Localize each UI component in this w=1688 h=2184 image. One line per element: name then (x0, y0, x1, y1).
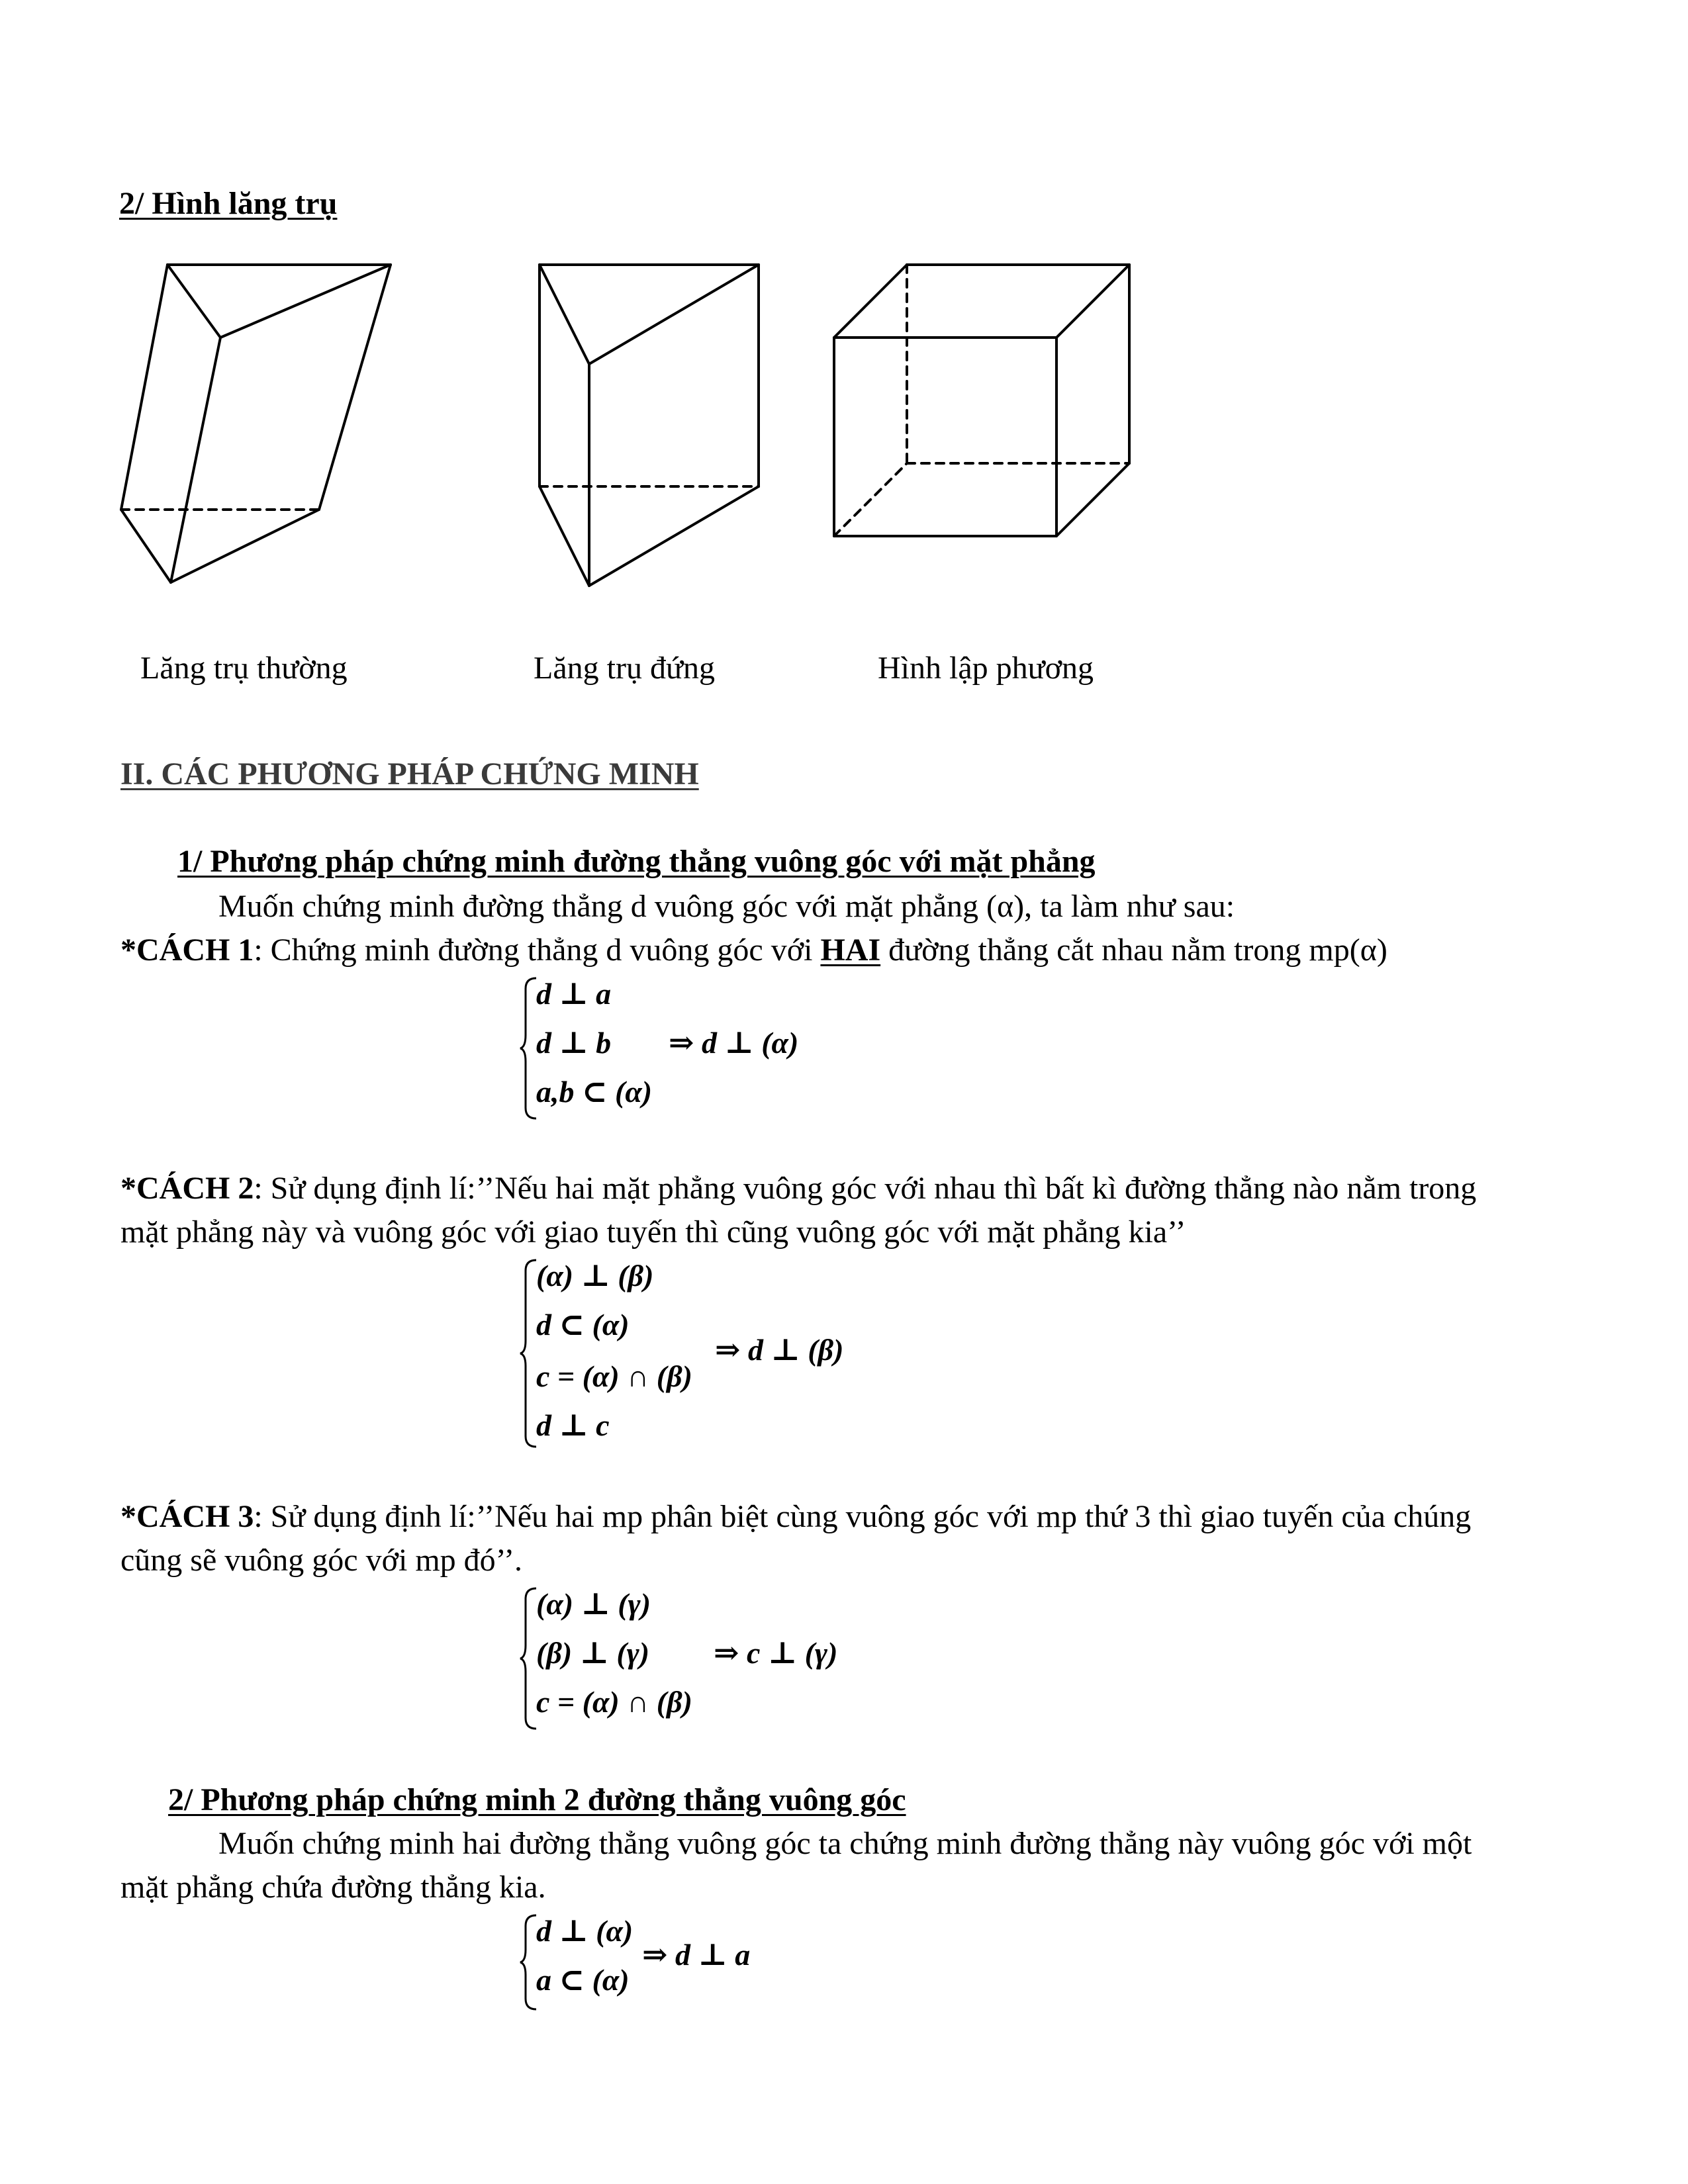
cach3-sys-2: (β) ⊥ (γ) (536, 1636, 650, 1670)
cube-figure (834, 265, 1129, 536)
cach2-sys-1: (α) ⊥ (β) (536, 1259, 654, 1293)
method2-sys-1: d ⊥ (α) (536, 1914, 633, 1948)
figure-caption-cube: Hình lập phương (878, 651, 1094, 686)
cach3-line2: cũng sẽ vuông góc với mp đó’’. (120, 1543, 523, 1578)
cach2-sys-4: d ⊥ c (536, 1408, 610, 1442)
cach1-result: ⇒ d ⊥ (α) (669, 1026, 799, 1060)
cach2-result: ⇒ d ⊥ (β) (715, 1333, 844, 1367)
cach1-sys-2: d ⊥ b (536, 1026, 612, 1060)
section2-title: II. CÁC PHƯƠNG PHÁP CHỨNG MINH (120, 756, 699, 792)
cach1-sys-1: d ⊥ a (536, 977, 612, 1011)
cach1-sys-3: a,b ⊂ (α) (536, 1075, 653, 1109)
method2-title: 2/ Phương pháp chứng minh 2 đường thẳng vuông góc (168, 1782, 906, 1817)
section-prism-title: 2/ Hình lăng trụ (119, 186, 338, 221)
cach2-label: *CÁCH 2 (120, 1171, 254, 1206)
cach3-sys-1: (α) ⊥ (γ) (536, 1587, 651, 1621)
method1-title: 1/ Phương pháp chứng minh đường thẳng vuông góc với mặt phẳng (177, 844, 1096, 879)
cach1-label: *CÁCH 1 (120, 933, 254, 968)
cach3-label: *CÁCH 3 (120, 1499, 254, 1534)
cach2-line2: mặt phẳng này và vuông góc với giao tuyến thì cũng vuông góc với mặt phẳng kia’’ (120, 1214, 1186, 1250)
method2-result: ⇒ d ⊥ a (642, 1938, 751, 1972)
oblique-prism-figure (121, 265, 391, 582)
cach2-line1 (120, 1169, 1476, 1208)
method1-intro: Muốn chứng minh đường thẳng d vuông góc với mặt phẳng (α), ta làm như sau: (218, 889, 1235, 924)
method2-line2: mặt phẳng chứa đường thẳng kia. (120, 1870, 546, 1905)
figure-caption-oblique: Lăng trụ thường (140, 651, 348, 686)
cach1-text-before: : Chứng minh đường thẳng d vuông góc với (254, 933, 821, 968)
method2-line1: Muốn chứng minh hai đường thẳng vuông góc ta chứng minh đường thẳng này vuông góc với một (218, 1826, 1472, 1861)
cach1-emph: HAI (820, 933, 881, 968)
method2-sys-2: a ⊂ (α) (536, 1963, 630, 1997)
prism-figures (0, 0, 1688, 662)
cach2-text1: : Sử dụng định lí:’’Nếu hai mặt phẳng vuông góc với nhau thì bất kì đường thẳng nào nằm trong (254, 1171, 1477, 1206)
cach3-sys-3: c = (α) ∩ (β) (536, 1685, 692, 1719)
cach3-text1: : Sử dụng định lí:’’Nếu hai mp phân biệt cùng vuông góc với mp thứ 3 thì giao tuyến của chúng (254, 1499, 1472, 1534)
figure-caption-right: Lăng trụ đứng (534, 651, 715, 686)
cach1-line (120, 931, 1387, 970)
cach3-result: ⇒ c ⊥ (γ) (714, 1636, 838, 1670)
cach2-sys-3: c = (α) ∩ (β) (536, 1359, 692, 1393)
right-prism-figure (539, 265, 759, 586)
cach1-text-after: đường thẳng cắt nhau nằm trong mp(α) (880, 933, 1387, 968)
cach3-line1 (120, 1497, 1471, 1537)
cach2-sys-2: d ⊂ (α) (536, 1308, 630, 1342)
